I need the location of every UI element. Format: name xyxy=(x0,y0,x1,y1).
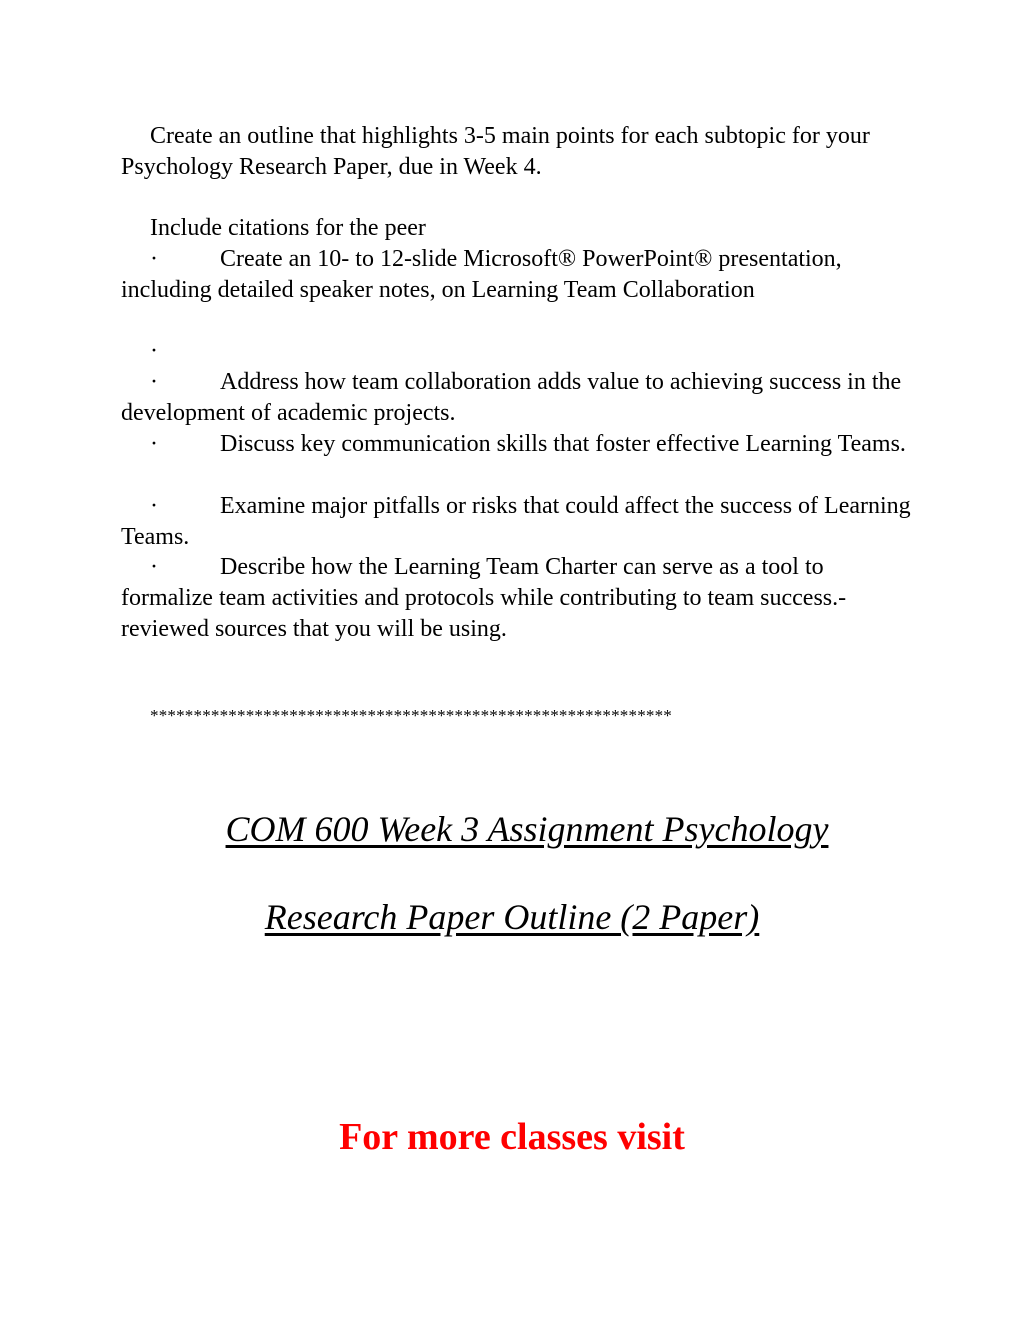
bullet-dot: · xyxy=(150,369,158,395)
bullet-item xyxy=(121,429,911,460)
intro-paragraph: Create an outline that highlights 3-5 main points for each subtopic for your Psychology Research Paper, due in Week 4. xyxy=(121,123,870,180)
bullet-item xyxy=(121,552,911,645)
bullet-item xyxy=(121,491,911,553)
bullet-text: Create an 10- to 12-slide Microsoft® PowerPoint® presentation, including detailed speaker notes, on Learning Team Collaboration xyxy=(121,246,842,303)
bullet-text: Address how team collaboration adds value to achieving success in the development of academic projects. xyxy=(121,369,902,426)
bullet-text: Examine major pitfalls or risks that could affect the success of Learning Teams. xyxy=(121,493,911,550)
bullet-dot: · xyxy=(150,246,158,272)
bullet-item xyxy=(121,336,911,367)
include-line: Include citations for the peer xyxy=(150,215,426,241)
bullet-dot: · xyxy=(150,431,158,457)
promo-text: For more classes visit xyxy=(339,1116,685,1158)
bullet-dot: · xyxy=(150,338,158,364)
bullet-item xyxy=(121,367,911,429)
bullet-dot: · xyxy=(150,554,158,580)
bullet-dot: · xyxy=(150,493,158,519)
bullet-item xyxy=(121,244,911,306)
bullet-text: Discuss key communication skills that foster effective Learning Teams. xyxy=(220,431,906,457)
bullet-text: Describe how the Learning Team Charter can serve as a tool to formalize team activities and protocols while contributing to team success.-reviewed sources that you will be using. xyxy=(121,554,847,642)
separator-line: ************************************************************ xyxy=(150,706,672,725)
title-line-2: Research Paper Outline (2 Paper) xyxy=(264,897,760,937)
title-line-1: COM 600 Week 3 Assignment Psychology xyxy=(225,809,829,849)
